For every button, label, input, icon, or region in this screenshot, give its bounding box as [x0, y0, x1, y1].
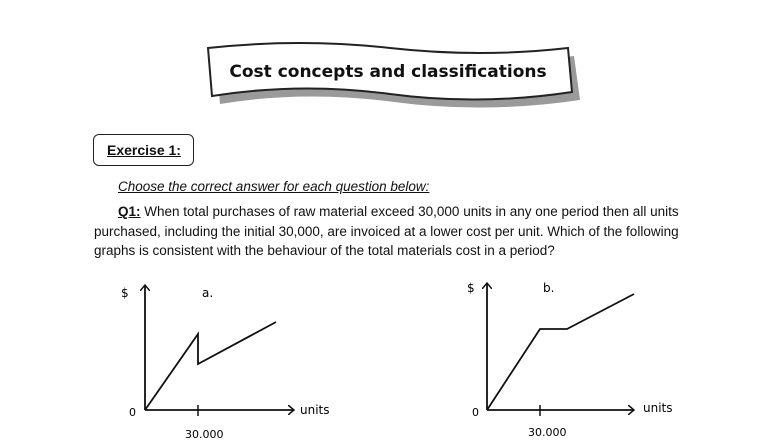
graph-a — [110, 276, 350, 441]
question-label: Q1: — [118, 204, 141, 219]
graph-b-y-label: $ — [467, 281, 475, 295]
instruction-text: Choose the correct answer for each question below: — [118, 179, 430, 194]
graph-a-y-label: $ — [121, 286, 129, 300]
graph-a-cost-line — [145, 322, 276, 410]
graph-b-option-label: b. — [543, 281, 555, 295]
graph-b-origin-label: 0 — [472, 406, 479, 419]
graph-a-origin-label: 0 — [129, 406, 136, 419]
question-text: When total purchases of raw material exceed 30,000 units in any one period then all units purchased, including the initial 30,000, are invoiced at a lower cost per unit. Which of the following graphs is consistent with the behaviour of the total materials cost in a period? — [94, 204, 679, 258]
exercise-label: Exercise 1: — [107, 142, 181, 158]
graph-a-x-label: units — [300, 403, 330, 417]
graph-a-option-label: a. — [202, 286, 214, 300]
question-paragraph — [94, 202, 694, 261]
graph-b-tick-label: 30.000 — [528, 426, 567, 439]
graph-b-x-label: units — [643, 401, 673, 415]
graph-b-cost-line — [487, 294, 634, 410]
page-title: Cost concepts and classifications — [229, 62, 547, 82]
graph-b — [452, 276, 692, 441]
graph-a-tick-label: 30.000 — [185, 428, 224, 441]
